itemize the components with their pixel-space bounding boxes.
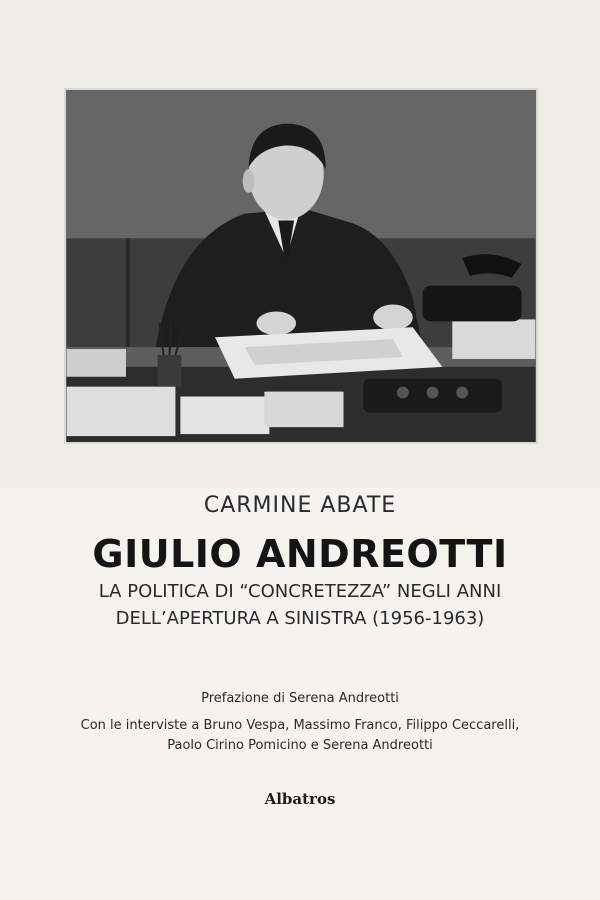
cover-photo (64, 88, 538, 444)
interviews-line-1: Con le interviste a Bruno Vespa, Massimo Franco, Filippo Ceccarelli, (80, 718, 520, 733)
publisher-logo: Albatros (264, 790, 336, 808)
author-name: CARMINE ABATE (203, 493, 397, 518)
book-title: GIULIO ANDREOTTI (92, 532, 508, 576)
interviews-credit (0, 716, 600, 756)
subtitle-line-1: LA POLITICA DI “CONCRETEZZA” NEGLI ANNI (98, 581, 502, 602)
photo-man-at-desk (66, 90, 536, 442)
book-subtitle (0, 578, 600, 632)
interviews-line-2: Paolo Cirino Pomicino e Serena Andreotti (167, 738, 433, 753)
subtitle-line-2: DELL’APERTURA A SINISTRA (1956-1963) (115, 608, 485, 629)
preface-credit: Prefazione di Serena Andreotti (201, 691, 399, 706)
